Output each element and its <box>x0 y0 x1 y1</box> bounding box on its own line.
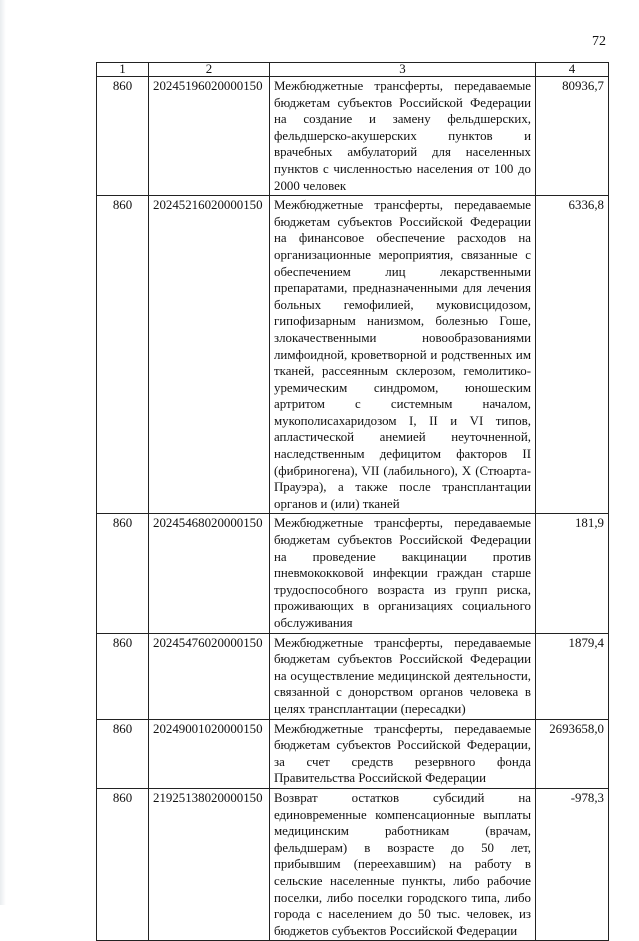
admin-code-cell: 860 <box>97 633 149 719</box>
scan-edge-shadow <box>0 0 6 905</box>
budget-classification-code-cell: 21925138020000150 <box>149 788 270 940</box>
budget-table <box>96 62 609 941</box>
amount-cell: 80936,7 <box>536 77 609 196</box>
budget-classification-code-cell: 20245476020000150 <box>149 633 270 719</box>
amount-cell: 2693658,0 <box>536 719 609 788</box>
table-row <box>97 719 609 788</box>
revenue-name-cell: Межбюджетные трансферты, передаваемые бюджетам субъектов Российской Федерации на создание и замену фельдшерских, фельдшерско-акушерских пунктов и врачебных амбулаторий для населенных пунктов с численностью населения от 100 до 2000 человек <box>270 77 536 196</box>
admin-code-cell: 860 <box>97 788 149 940</box>
column-header-4: 4 <box>536 63 609 77</box>
admin-code-cell: 860 <box>97 719 149 788</box>
amount-cell: 6336,8 <box>536 196 609 514</box>
column-header-3: 3 <box>270 63 536 77</box>
table-row <box>97 196 609 514</box>
column-header-1: 1 <box>97 63 149 77</box>
budget-classification-code-cell: 20245216020000150 <box>149 196 270 514</box>
table-row <box>97 514 609 633</box>
table-header-row <box>97 63 609 77</box>
amount-cell: -978,3 <box>536 788 609 940</box>
revenue-name-cell: Межбюджетные трансферты, передаваемые бюджетам субъектов Российской Федерации, за счет средств резервного фонда Правительства Российской Федерации <box>270 719 536 788</box>
admin-code-cell: 860 <box>97 514 149 633</box>
revenue-name-cell: Межбюджетные трансферты, передаваемые бюджетам субъектов Российской Федерации на финансовое обеспечение расходов на организационные мероприятия, связанные с обеспечением лиц лекарственными препаратами, предназначенными для лечения больных гемофилией, муковисцидозом, гипофизарным нанизмом, болезнью Гоше, злокачественными новообразованиями лимфоидной, кроветворной и родственных им тканей, рассеянным склерозом, гемолитико-уремическим синдромом, юношеским артритом с системным началом, мукополисахаридозом I, II и VI типов, апластической анемией неуточненной, наследственным дефицитом факторов II (фибриногена), VII (лабильного), X (Стюарта-Прауэра), а также после трансплантации органов и (или) тканей <box>270 196 536 514</box>
amount-cell: 181,9 <box>536 514 609 633</box>
revenue-name-cell: Межбюджетные трансферты, передаваемые бюджетам субъектов Российской Федерации на осуществление медицинской деятельности, связанной с донорством органов человека в целях трансплантации (пересадки) <box>270 633 536 719</box>
budget-classification-code-cell: 20245196020000150 <box>149 77 270 196</box>
budget-classification-code-cell: 20249001020000150 <box>149 719 270 788</box>
amount-cell: 1879,4 <box>536 633 609 719</box>
page-number: 72 <box>592 34 606 49</box>
revenue-name-cell: Возврат остатков субсидий на единовременные компенсационные выплаты медицинским работникам (врачам, фельдшерам) в возрасте до 50 лет, прибывшим (переехавшим) на работу в сельские населенные пункты, либо рабочие поселки, либо поселки городского типа, либо города с населением до 50 тыс. человек, из бюджетов субъектов Российской Федерации <box>270 788 536 940</box>
admin-code-cell: 860 <box>97 196 149 514</box>
admin-code-cell: 860 <box>97 77 149 196</box>
budget-classification-code-cell: 20245468020000150 <box>149 514 270 633</box>
table-row <box>97 633 609 719</box>
column-header-2: 2 <box>149 63 270 77</box>
revenue-name-cell: Межбюджетные трансферты, передаваемые бюджетам субъектов Российской Федерации на проведение вакцинации против пневмококковой инфекции граждан старше трудоспособного возраста из групп риска, проживающих в организациях социального обслуживания <box>270 514 536 633</box>
table-row <box>97 788 609 940</box>
table-row <box>97 77 609 196</box>
